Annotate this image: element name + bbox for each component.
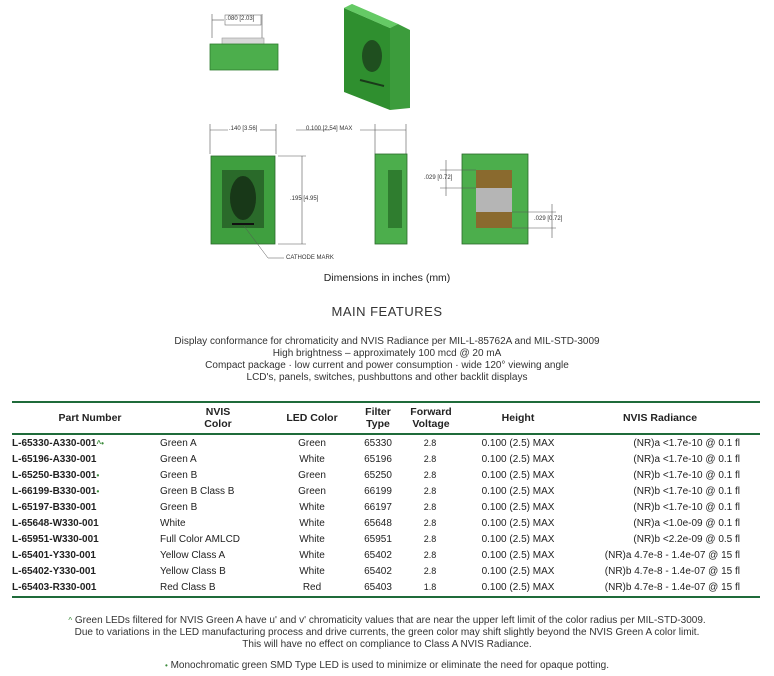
feature-item: High brightness – approximately 100 mcd @ 20 mA [272,348,502,359]
height-cell: 0.100 (2.5) MAX [481,438,555,449]
nvis-radiance-cell: (NR)b 4.7e-8 - 1.4e-07 @ 15 fl [604,566,740,577]
part-number-cell: L-65401-Y330-001 [12,550,96,561]
led-color-cell: White [299,566,325,577]
bullet-mark: • [165,661,168,670]
iso-view [344,4,410,110]
part-number-cell: L-65648-W330-001 [12,518,99,529]
part-number-cell: L-66199-B330-001• [12,486,100,497]
nvis-color-cell: Green A [160,454,197,465]
nvis-radiance-cell: (NR)a <1.0e-09 @ 0.1 fl [633,518,740,529]
header-filter-type: Filter Type [365,406,391,430]
nvis-color-cell: Red Class B [160,582,216,593]
height-cell: 0.100 (2.5) MAX [481,486,555,497]
header-part-number: Part Number [58,412,122,424]
caret-mark: ^ [68,616,73,625]
header-led-color: LED Color [286,412,338,424]
led-color-cell: Green [298,470,326,481]
nvis-radiance-cell: (NR)a 4.7e-8 - 1.4e-07 @ 15 fl [604,550,740,561]
part-number-cell: L-65330-A330-001^• [12,438,104,449]
table-row [0,453,774,469]
nvis-color-cell: Green B [160,470,198,481]
filter-type-cell: 65403 [364,582,392,593]
height-cell: 0.100 (2.5) MAX [481,566,555,577]
package-drawings [0,0,774,270]
table-row [0,501,774,517]
table-row [0,437,774,453]
led-color-cell: White [299,534,325,545]
part-number-cell: L-65951-W330-001 [12,534,99,545]
table-row [0,517,774,533]
drawing-caption: Dimensions in inches (mm) [323,272,451,284]
dim-max-label: 0.100 [2.54] MAX [306,126,353,132]
nvis-radiance-cell: (NR)b <1.7e-10 @ 0.1 fl [633,470,740,481]
forward-voltage-cell: 2.8 [423,518,437,528]
filter-type-cell: 65648 [364,518,392,529]
led-color-cell: Green [298,438,326,449]
table-row [0,549,774,565]
filter-type-cell: 66197 [364,502,392,513]
forward-voltage-cell: 2.8 [423,534,437,544]
feature-item: LCD's, panels, switches, pushbuttons and other backlit displays [246,372,528,383]
nvis-color-cell: Green B [160,502,198,513]
filter-type-cell: 65951 [364,534,392,545]
header-nvis-radiance: NVIS Radiance [622,412,698,424]
feature-item: Display conformance for chromaticity and NVIS Radiance per MIL-L-85762A and MIL-STD-3009 [174,336,600,347]
led-color-cell: White [299,550,325,561]
cathode-mark-label: CATHODE MARK [286,255,334,261]
led-color-cell: Red [302,582,322,593]
nvis-color-cell: Yellow Class A [160,550,226,561]
height-cell: 0.100 (2.5) MAX [481,534,555,545]
forward-voltage-cell: 2.8 [423,550,437,560]
table-row [0,565,774,581]
features-list [0,336,774,384]
filter-type-cell: 65402 [364,550,392,561]
header-forward-voltage: Forward Voltage [410,406,452,430]
forward-voltage-cell: 2.8 [423,438,437,448]
part-number-cell: L-65196-A330-001 [12,454,97,465]
header-height: Height [501,412,535,424]
part-number-cell: L-65197-B330-001 [12,502,97,513]
front-view [210,124,306,258]
dim-height-label: .195 [4.95] [290,196,319,202]
nvis-color-cell: Green A [160,438,197,449]
dim-pad-top-label: .029 [0.72] [424,175,453,181]
side-view [296,124,407,244]
part-number-cell: L-65250-B330-001• [12,470,100,481]
height-cell: 0.100 (2.5) MAX [481,582,555,593]
footnote-mark: • [96,487,100,496]
table-row [0,581,774,597]
bottom-view [440,154,556,244]
table-row [0,485,774,501]
header-nvis-color: NVIS Color [204,406,232,430]
filter-type-cell: 65250 [364,470,392,481]
table-row [0,533,774,549]
height-cell: 0.100 (2.5) MAX [481,550,555,561]
height-cell: 0.100 (2.5) MAX [481,502,555,513]
nvis-radiance-cell: (NR)a <1.7e-10 @ 0.1 fl [633,454,740,465]
footnote-mark: ^• [96,439,104,448]
nvis-radiance-cell: (NR)b <2.2e-09 @ 0.5 fl [633,534,740,545]
table-top-rule [12,401,760,403]
led-color-cell: Green [298,486,326,497]
forward-voltage-cell: 2.8 [423,502,437,512]
note-line: ^ Green LEDs filtered for NVIS Green A have u' and v' chromaticity values that are near the upper left limit of the color radius per MIL-STD-3009. [68,615,706,626]
nvis-color-cell: Full Color AMLCD [160,534,241,545]
note-line: Due to variations in the LED manufacturing process and drive currents, the green color may shift slightly beyond the NVIS Green A color limit. [74,627,700,638]
nvis-color-cell: Yellow Class B [160,566,226,577]
nvis-color-cell: Green B Class B [160,486,235,497]
nvis-color-cell: White [160,518,186,529]
filter-type-cell: 65330 [364,438,392,449]
part-number-cell: L-65403-R330-001 [12,582,97,593]
table-header-rule [12,433,760,435]
footnote-mark: • [96,471,100,480]
forward-voltage-cell: 2.8 [423,566,437,576]
forward-voltage-cell: 2.8 [423,454,437,464]
notes-block [0,615,774,651]
dim-pad-bottom-label: .029 [0.72] [534,216,563,222]
height-cell: 0.100 (2.5) MAX [481,518,555,529]
note-line: This will have no effect on compliance to Class A NVIS Radiance. [242,639,532,650]
dim-width-label: .140 [3.56] [229,126,258,132]
table-bottom-rule [12,596,760,598]
height-cell: 0.100 (2.5) MAX [481,470,555,481]
table-row [0,469,774,485]
forward-voltage-cell: 2.8 [423,486,437,496]
filter-type-cell: 65402 [364,566,392,577]
filter-type-cell: 66199 [364,486,392,497]
led-color-cell: White [299,454,325,465]
nvis-radiance-cell: (NR)a <1.7e-10 @ 0.1 fl [633,438,740,449]
note-bullet-line: • Monochromatic green SMD Type LED is used to minimize or eliminate the need for opaque potting. [165,660,609,671]
nvis-radiance-cell: (NR)b 4.7e-8 - 1.4e-07 @ 15 fl [604,582,740,593]
side-view-small [210,14,278,70]
height-cell: 0.100 (2.5) MAX [481,454,555,465]
nvis-radiance-cell: (NR)b <1.7e-10 @ 0.1 fl [633,486,740,497]
forward-voltage-cell: 2.8 [423,470,437,480]
feature-item: Compact package · low current and power consumption · wide 120° viewing angle [205,360,569,371]
filter-type-cell: 65196 [364,454,392,465]
nvis-radiance-cell: (NR)b <1.7e-10 @ 0.1 fl [633,502,740,513]
main-features-heading: MAIN FEATURES [331,304,443,319]
led-color-cell: White [299,518,325,529]
part-number-cell: L-65402-Y330-001 [12,566,96,577]
led-color-cell: White [299,502,325,513]
forward-voltage-cell: 1.8 [423,582,437,592]
dim-top-label: .080 [2.03] [226,16,255,22]
